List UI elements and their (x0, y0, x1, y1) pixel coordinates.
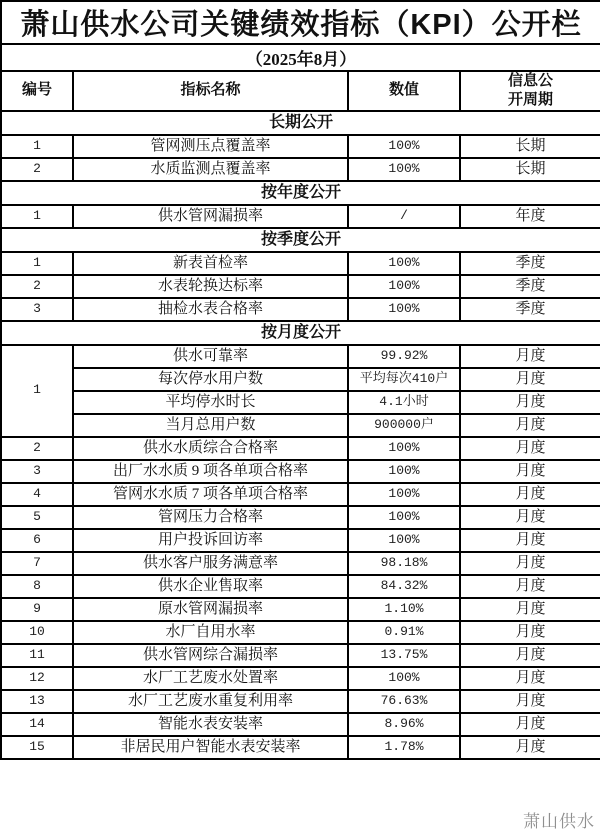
table-row (1, 414, 600, 437)
row-number: 9 (1, 598, 73, 621)
row-period: 月度 (460, 391, 600, 414)
table-row (1, 713, 600, 736)
row-value: 100% (348, 529, 460, 552)
row-period: 季度 (460, 298, 600, 321)
row-indicator: 水质监测点覆盖率 (73, 158, 348, 181)
row-value: 13.75% (348, 644, 460, 667)
row-value: 84.32% (348, 575, 460, 598)
row-period: 月度 (460, 529, 600, 552)
row-period: 月度 (460, 483, 600, 506)
row-indicator: 原水管网漏损率 (73, 598, 348, 621)
section-header-row (1, 111, 600, 135)
row-period: 月度 (460, 437, 600, 460)
row-value: 0.91% (348, 621, 460, 644)
table-row (1, 690, 600, 713)
row-indicator: 供水企业售取率 (73, 575, 348, 598)
table-row (1, 368, 600, 391)
row-period: 月度 (460, 506, 600, 529)
row-value: 1.78% (348, 736, 460, 759)
row-number: 1 (1, 345, 73, 437)
row-indicator: 当月总用户数 (73, 414, 348, 437)
table-row (1, 529, 600, 552)
row-number: 6 (1, 529, 73, 552)
row-number: 5 (1, 506, 73, 529)
table-row (1, 437, 600, 460)
row-indicator: 用户投诉回访率 (73, 529, 348, 552)
section-header-row (1, 321, 600, 345)
row-value: 100% (348, 483, 460, 506)
column-header-period (460, 71, 600, 111)
row-value: 100% (348, 135, 460, 158)
row-period: 季度 (460, 252, 600, 275)
table-row (1, 135, 600, 158)
row-indicator: 管网压力合格率 (73, 506, 348, 529)
column-header-value: 数值 (348, 71, 460, 111)
row-value: 100% (348, 437, 460, 460)
row-number: 2 (1, 275, 73, 298)
table-row (1, 298, 600, 321)
table-row (1, 158, 600, 181)
row-value: 4.1小时 (348, 391, 460, 414)
row-value: 100% (348, 158, 460, 181)
row-period: 月度 (460, 460, 600, 483)
subtitle-row (1, 44, 600, 71)
row-number: 7 (1, 552, 73, 575)
row-indicator: 管网测压点覆盖率 (73, 135, 348, 158)
row-period: 月度 (460, 736, 600, 759)
row-period: 月度 (460, 345, 600, 368)
row-number: 1 (1, 205, 73, 228)
row-period: 月度 (460, 621, 600, 644)
row-value: 100% (348, 667, 460, 690)
row-number: 3 (1, 298, 73, 321)
section-header: 按年度公开 (1, 181, 600, 205)
watermark: 萧山供水 (523, 812, 595, 831)
row-number: 12 (1, 667, 73, 690)
table-row (1, 275, 600, 298)
row-indicator: 供水管网漏损率 (73, 205, 348, 228)
table-row (1, 736, 600, 759)
column-header-period-label: 信息公开周期 (508, 73, 554, 108)
row-number: 2 (1, 437, 73, 460)
row-period: 年度 (460, 205, 600, 228)
row-indicator: 智能水表安装率 (73, 713, 348, 736)
row-value: 100% (348, 252, 460, 275)
table-row (1, 483, 600, 506)
table-row (1, 575, 600, 598)
row-value: 8.96% (348, 713, 460, 736)
table-row (1, 667, 600, 690)
row-period: 月度 (460, 552, 600, 575)
section-header-row (1, 228, 600, 252)
title-row (1, 1, 600, 44)
row-indicator: 水厂工艺废水处置率 (73, 667, 348, 690)
row-value: 1.10% (348, 598, 460, 621)
table-row (1, 598, 600, 621)
row-value: 98.18% (348, 552, 460, 575)
row-number: 1 (1, 135, 73, 158)
row-value: 100% (348, 506, 460, 529)
row-indicator: 水表轮换达标率 (73, 275, 348, 298)
row-number: 11 (1, 644, 73, 667)
column-header-number: 编号 (1, 71, 73, 111)
row-period: 月度 (460, 667, 600, 690)
table-row (1, 460, 600, 483)
row-number: 15 (1, 736, 73, 759)
row-value: 100% (348, 275, 460, 298)
table-row (1, 205, 600, 228)
row-number: 2 (1, 158, 73, 181)
table-row (1, 345, 600, 368)
table-row (1, 644, 600, 667)
row-value: 100% (348, 460, 460, 483)
row-number: 3 (1, 460, 73, 483)
row-period: 季度 (460, 275, 600, 298)
row-indicator: 平均停水时长 (73, 391, 348, 414)
table-row (1, 621, 600, 644)
row-indicator: 供水可靠率 (73, 345, 348, 368)
row-period: 月度 (460, 690, 600, 713)
row-number: 13 (1, 690, 73, 713)
kpi-table-rows (1, 1, 600, 759)
row-indicator: 抽检水表合格率 (73, 298, 348, 321)
row-indicator: 供水水质综合合格率 (73, 437, 348, 460)
row-value: 100% (348, 298, 460, 321)
row-indicator: 水厂工艺废水重复利用率 (73, 690, 348, 713)
row-indicator: 水厂自用水率 (73, 621, 348, 644)
table-row (1, 552, 600, 575)
row-value: 900000户 (348, 414, 460, 437)
row-value: 平均每次410户 (348, 368, 460, 391)
row-period: 月度 (460, 368, 600, 391)
row-number: 10 (1, 621, 73, 644)
row-indicator: 每次停水用户数 (73, 368, 348, 391)
row-value: 99.92% (348, 345, 460, 368)
row-indicator: 出厂水水质 9 项各单项合格率 (73, 460, 348, 483)
row-period: 月度 (460, 644, 600, 667)
row-value: 76.63% (348, 690, 460, 713)
row-period: 长期 (460, 158, 600, 181)
page-title: 萧山供水公司关键绩效指标（KPI）公开栏 (1, 1, 600, 44)
row-indicator: 供水管网综合漏损率 (73, 644, 348, 667)
row-number: 1 (1, 252, 73, 275)
table-row (1, 252, 600, 275)
table-row (1, 506, 600, 529)
page-subtitle: （2025年8月） (1, 44, 600, 71)
column-header-row (1, 71, 600, 111)
column-header-indicator: 指标名称 (73, 71, 348, 111)
row-period: 月度 (460, 713, 600, 736)
row-number: 4 (1, 483, 73, 506)
row-period: 月度 (460, 598, 600, 621)
row-number: 8 (1, 575, 73, 598)
row-indicator: 新表首检率 (73, 252, 348, 275)
row-number: 14 (1, 713, 73, 736)
row-period: 月度 (460, 414, 600, 437)
row-period: 长期 (460, 135, 600, 158)
section-header: 按月度公开 (1, 321, 600, 345)
section-header: 按季度公开 (1, 228, 600, 252)
row-indicator: 非居民用户智能水表安装率 (73, 736, 348, 759)
section-header-row (1, 181, 600, 205)
row-period: 月度 (460, 575, 600, 598)
row-value: / (348, 205, 460, 228)
row-indicator: 管网水水质 7 项各单项合格率 (73, 483, 348, 506)
section-header: 长期公开 (1, 111, 600, 135)
table-row (1, 391, 600, 414)
row-indicator: 供水客户服务满意率 (73, 552, 348, 575)
